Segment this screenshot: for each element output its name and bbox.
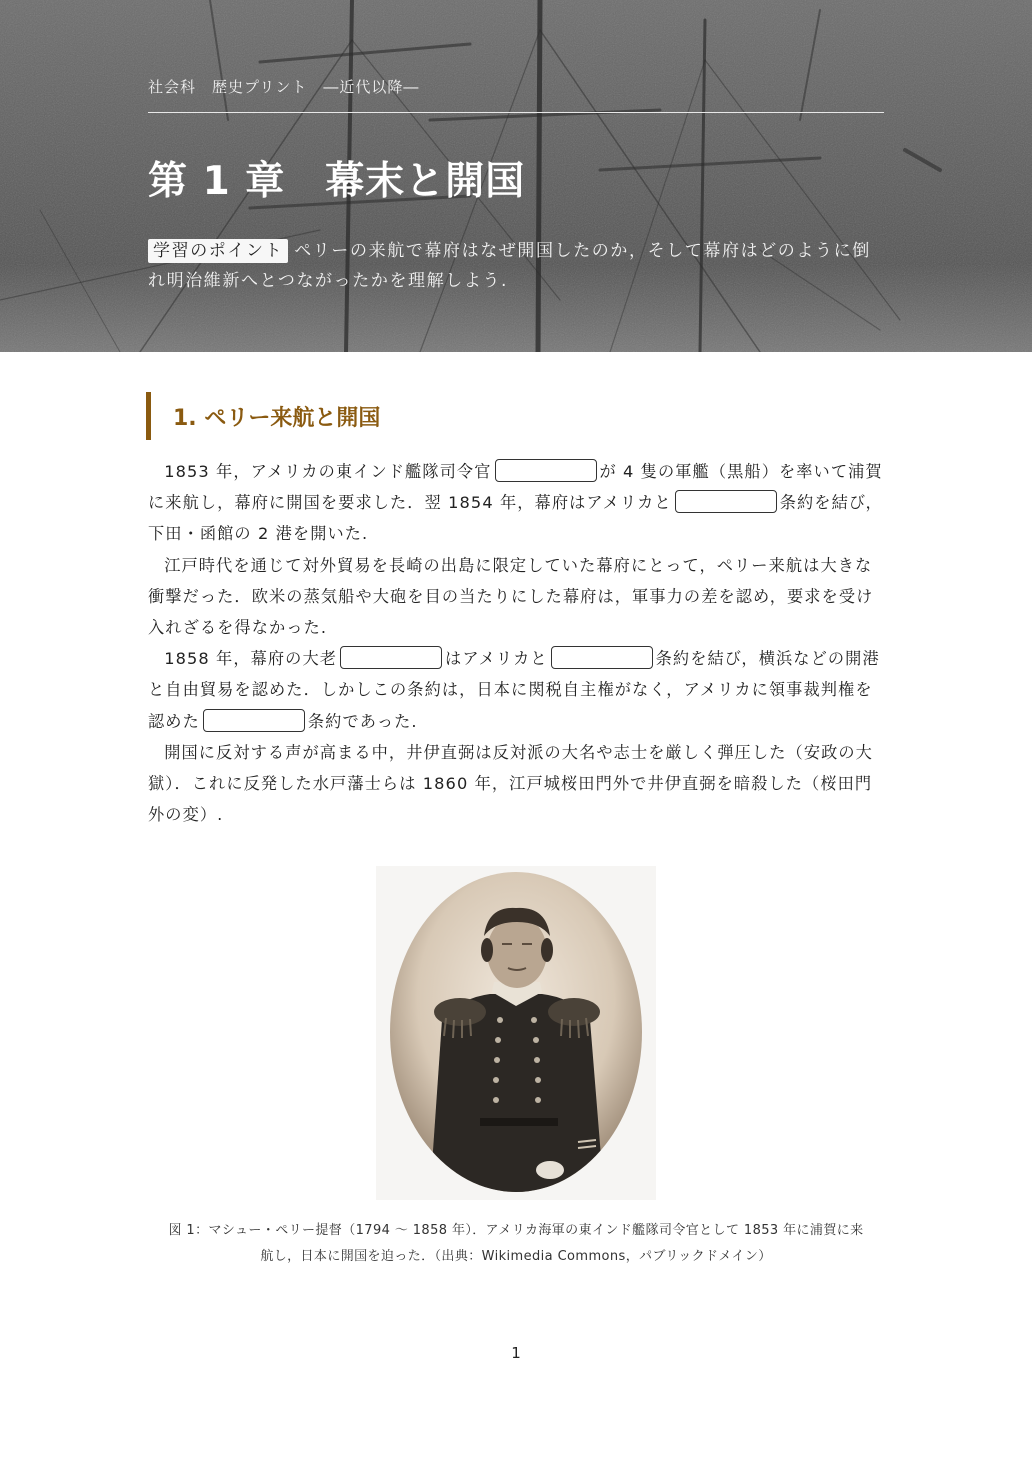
caption-line-1: 図 1：マシュー・ペリー提督（1794 ～ 1858 年）．アメリカ海軍の東インド艦隊司令官として 1853 年に浦賀に来 [168,1223,864,1238]
learning-point [148,236,888,296]
header-divider [148,112,884,113]
figure-caption [148,1218,884,1270]
paragraph-perry-arrival [148,456,888,550]
answer-blank-commander[interactable] [495,459,597,482]
series-label: 社会科 歴史プリント ―近代以降― [148,78,420,96]
section-heading [146,392,380,440]
section-title: 1. ペリー来航と開国 [173,405,381,431]
paragraph-shock [148,550,888,644]
paragraph-text: 江戸時代を通じて対外貿易を長崎の出島に限定していた幕府にとって，ペリー来航は大きな衝撃だった．欧米の蒸気船や大砲を目の当たりにした幕府は，軍事力の差を認め，要求を受け入れざるを得なかった. [148,555,874,638]
section-body [148,456,888,830]
answer-blank-treaty-1854[interactable] [675,490,777,513]
figure-perry-portrait [376,866,656,1200]
page-number: 1 [511,1344,521,1362]
learning-point-text: ペリーの来航で幕府はなぜ開国したのか，そして幕府はどのように倒れ明治維新へとつながったかを理解しよう. [148,241,871,291]
paragraph-text: はアメリカと [445,649,548,669]
paragraph-text: 条約であった. [307,711,418,731]
paragraph-treaty-1858 [148,643,888,737]
paragraph-text: 条約を結び，下田・函館の 2 港を開いた. [148,493,883,544]
paragraph-text: 条約を結び，横浜などの開港と自由貿易を認めた．しかしこの条約は，日本に関税自主権がなく，アメリカに領事裁判権を認めた [148,649,880,731]
paragraph-text: が 4 隻の軍艦（黒船）を率いて浦賀に来航し，幕府に開国を要求した．翌 1854 年，幕府はアメリカと [148,462,883,513]
caption-line-2: 航し，日本に開国を迫った．（出典：Wikimedia Commons，パブリックドメイン） [260,1249,772,1264]
answer-blank-tairo[interactable] [340,646,442,669]
paragraph-text: 1858 年，幕府の大老 [164,649,338,669]
paragraph-text: 開国に反対する声が高まる中，井伊直弼は反対派の大名や志士を厳しく弾圧した（安政の大獄）．これに反発した水戸藩士らは 1860 年，江戸城桜田門外で井伊直弼を暗殺した（桜田門外の変）. [148,742,873,825]
perry-portrait-image [390,870,642,1194]
chapter-title: 第 1 章 幕末と開国 [148,159,526,204]
answer-blank-treaty-1858[interactable] [551,646,653,669]
paragraph-ansei-purge [148,737,888,831]
answer-blank-treaty-type[interactable] [203,709,305,732]
learning-point-badge: 学習のポイント [148,239,288,263]
header-banner [0,0,1032,352]
paragraph-text: 1853 年，アメリカの東インド艦隊司令官 [164,462,492,481]
